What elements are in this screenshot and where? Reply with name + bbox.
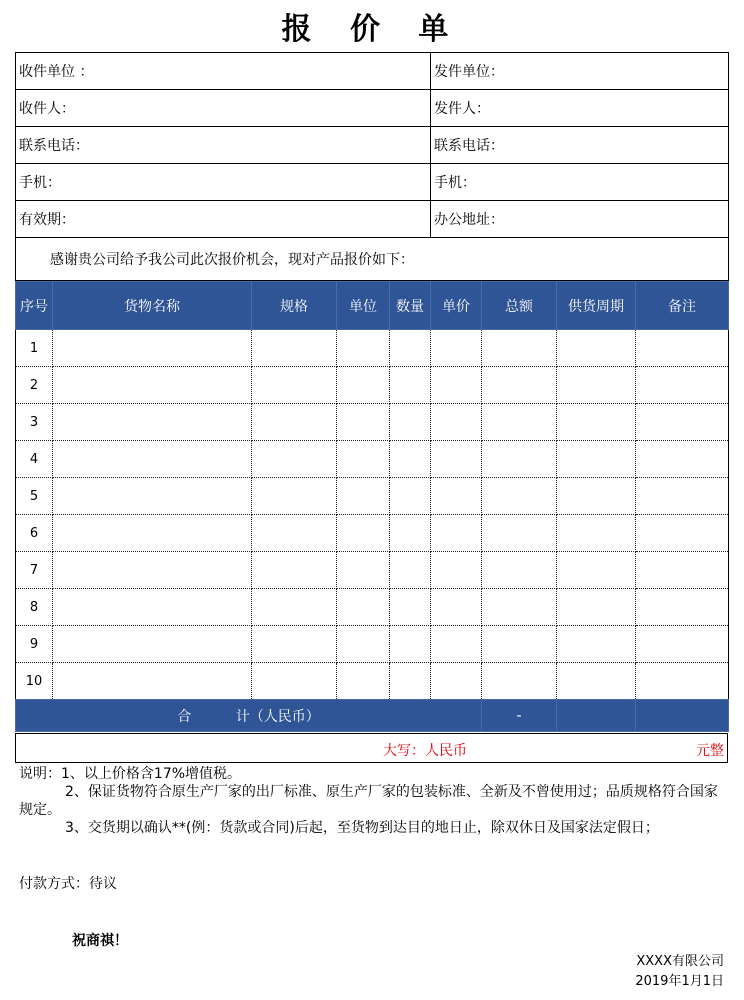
table-cell[interactable] <box>252 330 337 367</box>
row-number: 1 <box>16 330 53 367</box>
table-cell[interactable] <box>557 515 636 552</box>
table-cell[interactable] <box>431 589 482 626</box>
table-cell[interactable] <box>636 441 729 478</box>
header-cell: 单价 <box>431 282 482 330</box>
table-cell[interactable] <box>482 626 557 663</box>
greeting: 祝商祺！ <box>72 933 128 949</box>
table-cell[interactable] <box>636 515 729 552</box>
mobile-cell[interactable]: 手机： <box>16 164 431 201</box>
company-name: XXXX有限公司 <box>636 954 724 969</box>
row-number: 3 <box>16 404 53 441</box>
goods-table <box>15 281 729 732</box>
table-cell[interactable] <box>636 663 729 700</box>
table-cell[interactable] <box>636 330 729 367</box>
recipient-info-table <box>15 52 729 281</box>
table-cell[interactable] <box>337 626 390 663</box>
table-cell[interactable] <box>390 515 431 552</box>
table-cell[interactable] <box>482 330 557 367</box>
table-cell[interactable] <box>390 478 431 515</box>
table-cell[interactable] <box>557 404 636 441</box>
header-cell: 序号 <box>16 282 53 330</box>
amount-words-label: 大写：人民币 <box>383 743 467 759</box>
row-number: 10 <box>16 663 53 700</box>
table-cell[interactable] <box>337 330 390 367</box>
table-cell[interactable] <box>337 478 390 515</box>
row-number: 2 <box>16 367 53 404</box>
table-row <box>16 626 729 663</box>
thanks-text: 感谢贵公司给予我公司此次报价机会，现对产品报价如下： <box>16 238 729 281</box>
table-cell[interactable] <box>390 404 431 441</box>
table-cell[interactable] <box>431 478 482 515</box>
table-cell[interactable] <box>337 663 390 700</box>
table-cell[interactable] <box>337 515 390 552</box>
header-cell: 货物名称 <box>53 282 252 330</box>
table-cell[interactable] <box>557 626 636 663</box>
table-cell[interactable] <box>557 330 636 367</box>
total-label: 合 计（人民币） <box>16 700 482 732</box>
table-cell[interactable] <box>390 552 431 589</box>
table-cell[interactable] <box>53 626 252 663</box>
note-line-1: 说明：1、以上价格含17%增值税。 <box>19 766 242 782</box>
table-cell[interactable] <box>390 589 431 626</box>
row-number: 7 <box>16 552 53 589</box>
table-cell[interactable] <box>482 515 557 552</box>
table-cell[interactable] <box>252 663 337 700</box>
table-cell[interactable] <box>636 589 729 626</box>
table-row <box>16 552 729 589</box>
table-cell[interactable] <box>53 330 252 367</box>
table-cell[interactable] <box>557 552 636 589</box>
table-cell[interactable] <box>431 441 482 478</box>
table-cell[interactable] <box>557 367 636 404</box>
table-cell[interactable] <box>482 441 557 478</box>
validity-cell[interactable]: 有效期： <box>16 201 431 238</box>
table-cell[interactable] <box>337 404 390 441</box>
table-cell[interactable] <box>53 367 252 404</box>
table-cell[interactable] <box>337 552 390 589</box>
header-cell: 供货周期 <box>557 282 636 330</box>
table-cell[interactable] <box>337 367 390 404</box>
table-row <box>16 663 729 700</box>
table-cell[interactable] <box>482 663 557 700</box>
header-cell: 数量 <box>390 282 431 330</box>
table-cell[interactable] <box>390 626 431 663</box>
total-row <box>16 700 729 732</box>
row-number: 6 <box>16 515 53 552</box>
send-mobile-cell[interactable]: 手机： <box>431 164 729 201</box>
row-number: 8 <box>16 589 53 626</box>
send-phone-cell[interactable]: 联系电话： <box>431 127 729 164</box>
table-cell[interactable] <box>252 515 337 552</box>
table-cell[interactable] <box>482 589 557 626</box>
table-row <box>16 441 729 478</box>
total-empty-cell <box>636 700 729 732</box>
amount-in-words-row <box>15 733 728 763</box>
table-cell[interactable] <box>482 478 557 515</box>
table-cell[interactable] <box>53 404 252 441</box>
send-unit-cell[interactable]: 发件单位： <box>431 53 729 90</box>
table-cell[interactable] <box>636 367 729 404</box>
table-cell[interactable] <box>337 441 390 478</box>
table-row <box>16 515 729 552</box>
table-cell[interactable] <box>557 441 636 478</box>
table-cell[interactable] <box>431 367 482 404</box>
note-line-3: 3、交货期以确认**(例：货款或合同)后起，至货物到达目的地日止，除双休日及国家法定假日； <box>65 820 659 836</box>
table-cell[interactable] <box>252 626 337 663</box>
table-cell[interactable] <box>53 589 252 626</box>
header-cell: 备注 <box>636 282 729 330</box>
table-cell[interactable] <box>53 552 252 589</box>
office-address-cell[interactable]: 办公地址： <box>431 201 729 238</box>
note-line-2: 2、保证货物符合原生产厂家的出厂标准、原生产厂家的包装标准、全新及不曾使用过；品质规格符合国家规定。 <box>19 784 718 818</box>
table-cell[interactable] <box>636 552 729 589</box>
table-cell[interactable] <box>557 663 636 700</box>
row-number: 9 <box>16 626 53 663</box>
header-cell: 规格 <box>252 282 337 330</box>
table-cell[interactable] <box>337 589 390 626</box>
recv-person-cell[interactable]: 收件人： <box>16 90 431 127</box>
table-cell[interactable] <box>636 626 729 663</box>
total-value: - <box>482 700 557 732</box>
table-row <box>16 330 729 367</box>
row-number: 5 <box>16 478 53 515</box>
table-cell[interactable] <box>252 367 337 404</box>
table-cell[interactable] <box>53 515 252 552</box>
table-cell[interactable] <box>252 441 337 478</box>
table-cell[interactable] <box>482 552 557 589</box>
table-cell[interactable] <box>252 404 337 441</box>
table-row <box>16 589 729 626</box>
table-cell[interactable] <box>252 478 337 515</box>
header-cell: 总额 <box>482 282 557 330</box>
table-cell[interactable] <box>390 441 431 478</box>
table-row <box>16 404 729 441</box>
table-row <box>16 478 729 515</box>
table-cell[interactable] <box>252 589 337 626</box>
table-cell[interactable] <box>431 404 482 441</box>
table-cell[interactable] <box>431 626 482 663</box>
table-cell[interactable] <box>636 478 729 515</box>
table-cell[interactable] <box>53 441 252 478</box>
table-cell[interactable] <box>557 589 636 626</box>
table-header-row <box>16 282 729 330</box>
send-person-cell[interactable]: 发件人： <box>431 90 729 127</box>
header-cell: 单位 <box>337 282 390 330</box>
table-cell[interactable] <box>390 330 431 367</box>
table-cell[interactable] <box>53 663 252 700</box>
table-cell[interactable] <box>252 552 337 589</box>
table-cell[interactable] <box>482 404 557 441</box>
total-empty-cell <box>557 700 636 732</box>
signature-date: 2019年1月1日 <box>635 974 724 989</box>
phone-cell[interactable]: 联系电话： <box>16 127 431 164</box>
table-row <box>16 367 729 404</box>
table-cell[interactable] <box>431 552 482 589</box>
table-cell[interactable] <box>53 478 252 515</box>
table-cell[interactable] <box>482 367 557 404</box>
page-title: 报 价 单 <box>281 12 463 47</box>
table-cell[interactable] <box>390 663 431 700</box>
recv-unit-cell[interactable]: 收件单位 ： <box>16 53 431 90</box>
table-cell[interactable] <box>390 367 431 404</box>
table-cell[interactable] <box>557 478 636 515</box>
row-number: 4 <box>16 441 53 478</box>
table-cell[interactable] <box>431 515 482 552</box>
table-cell[interactable] <box>636 404 729 441</box>
table-cell[interactable] <box>431 663 482 700</box>
payment-terms: 付款方式：待议 <box>19 876 117 892</box>
table-cell[interactable] <box>431 330 482 367</box>
amount-yuan-label: 元整 <box>696 743 724 759</box>
